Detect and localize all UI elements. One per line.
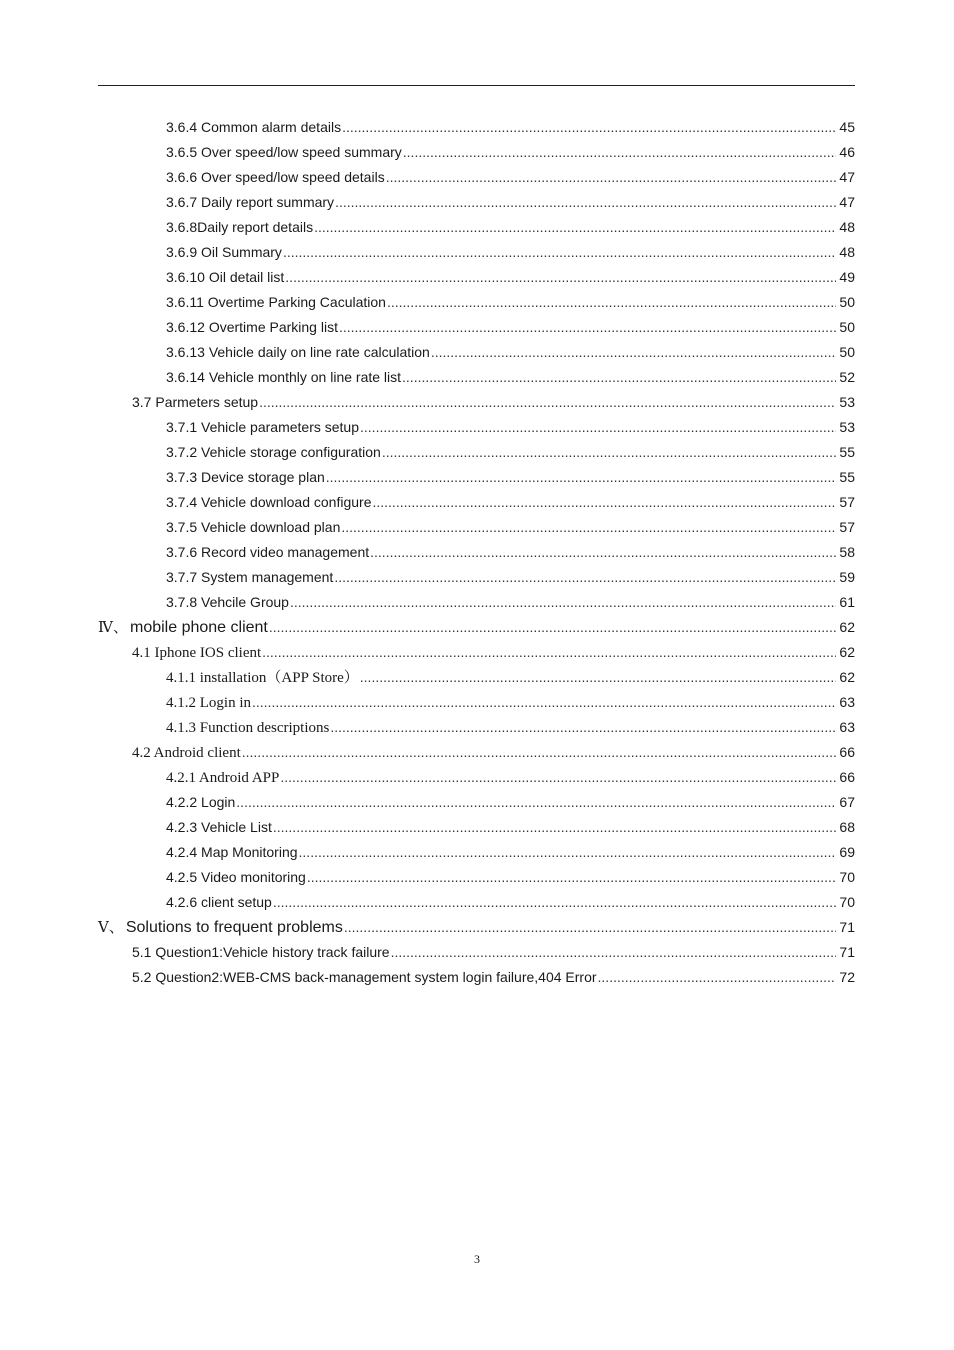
- toc-entry-page-number: 55: [839, 469, 855, 485]
- toc-dot-leader: [242, 740, 836, 765]
- toc-entry[interactable]: [0, 615, 954, 640]
- toc-entry-title: 4.1.2 Login in: [166, 695, 251, 711]
- toc-entry[interactable]: [0, 490, 954, 515]
- toc-entry-page-number: 48: [839, 219, 855, 235]
- toc-dot-leader: [360, 665, 836, 690]
- toc-entry-title: 4.2.3 Vehicle List: [166, 819, 272, 835]
- toc-entry[interactable]: [0, 865, 954, 890]
- toc-entry-page-number: 50: [839, 319, 855, 335]
- toc-entry-title: 3.6.10 Oil detail list: [166, 269, 285, 285]
- toc-dot-leader: [402, 365, 836, 390]
- toc-entry-title: 4.1.3 Function descriptions: [166, 720, 330, 736]
- toc-dot-leader: [391, 940, 836, 965]
- toc-entry[interactable]: [0, 765, 954, 790]
- toc-entry[interactable]: [0, 240, 954, 265]
- toc-entry-page-number: 62: [839, 619, 855, 635]
- toc-dot-leader: [360, 415, 836, 440]
- toc-entry-page-number: 46: [839, 144, 855, 160]
- toc-dot-leader: [370, 540, 836, 565]
- toc-entry[interactable]: [0, 940, 954, 965]
- toc-entry-title: 5.2 Question2:WEB-CMS back-management system login failure,404 Error: [132, 969, 597, 985]
- toc-entry-page-number: 52: [839, 369, 855, 385]
- toc-dot-leader: [431, 340, 836, 365]
- toc-dot-leader: [236, 790, 836, 815]
- toc-entry[interactable]: [0, 665, 954, 690]
- toc-dot-leader: [269, 615, 836, 640]
- toc-entry-page-number: 71: [839, 919, 855, 935]
- toc-entry[interactable]: [0, 590, 954, 615]
- toc-entry-title: 3.6.4 Common alarm details: [166, 119, 342, 135]
- toc-entry-page-number: 62: [839, 669, 855, 685]
- toc-entry-title: 4.1 Iphone IOS client: [132, 645, 262, 661]
- toc-entry-page-number: 59: [839, 569, 855, 585]
- toc-entry[interactable]: [0, 315, 954, 340]
- toc-entry-page-number: 50: [839, 294, 855, 310]
- toc-entry-page-number: 61: [839, 594, 855, 610]
- toc-dot-leader: [314, 215, 836, 240]
- toc-dot-leader: [386, 165, 836, 190]
- toc-entry-page-number: 45: [839, 119, 855, 135]
- toc-entry[interactable]: [0, 690, 954, 715]
- toc-entry-page-number: 55: [839, 444, 855, 460]
- toc-entry-prefix: Ⅴ、: [98, 920, 124, 936]
- toc-entry-page-number: 63: [839, 719, 855, 735]
- toc-entry-title: 3.6.8Daily report details: [166, 219, 314, 235]
- toc-entry[interactable]: [0, 915, 954, 940]
- toc-entry[interactable]: [0, 515, 954, 540]
- toc-entry-page-number: 72: [839, 969, 855, 985]
- toc-dot-leader: [342, 115, 836, 140]
- page-number: 3: [474, 1252, 480, 1266]
- toc-entry[interactable]: [0, 965, 954, 990]
- toc-dot-leader: [299, 840, 836, 865]
- toc-dot-leader: [280, 765, 836, 790]
- toc-entry-page-number: 68: [839, 819, 855, 835]
- toc-entry-page-number: 47: [839, 194, 855, 210]
- toc-dot-leader: [339, 315, 836, 340]
- toc-entry-page-number: 47: [839, 169, 855, 185]
- toc-dot-leader: [330, 715, 836, 740]
- toc-entry-prefix: Ⅳ、: [98, 620, 128, 636]
- header-rule: [98, 85, 855, 86]
- toc-entry-title: 3.7.1 Vehicle parameters setup: [166, 419, 360, 435]
- toc-entry-page-number: 66: [839, 744, 855, 760]
- toc-entry[interactable]: [0, 840, 954, 865]
- toc-dot-leader: [372, 490, 836, 515]
- toc-entry-title: 5.1 Question1:Vehicle history track failure: [132, 944, 390, 960]
- toc-entry[interactable]: [0, 190, 954, 215]
- toc-entry-page-number: 53: [839, 419, 855, 435]
- toc-entry-title: 3.6.7 Daily report summary: [166, 194, 335, 210]
- toc-entry[interactable]: [0, 465, 954, 490]
- toc-entry-title: 3.6.12 Overtime Parking list: [166, 319, 338, 335]
- toc-entry-title: 3.7.6 Record video management: [166, 544, 370, 560]
- toc-entry[interactable]: [0, 265, 954, 290]
- table-of-contents: [0, 115, 954, 990]
- toc-entry[interactable]: [0, 440, 954, 465]
- toc-dot-leader: [341, 515, 836, 540]
- toc-dot-leader: [403, 140, 836, 165]
- toc-entry-title: 3.7 Parmeters setup: [132, 394, 259, 410]
- toc-entry[interactable]: [0, 415, 954, 440]
- toc-entry-page-number: 71: [839, 944, 855, 960]
- toc-entry-page-number: 69: [839, 844, 855, 860]
- toc-entry[interactable]: [0, 365, 954, 390]
- toc-entry-page-number: 48: [839, 244, 855, 260]
- toc-entry-title: 4.2 Android client: [132, 745, 241, 761]
- toc-entry[interactable]: [0, 540, 954, 565]
- toc-dot-leader: [273, 890, 836, 915]
- toc-entry[interactable]: [0, 115, 954, 140]
- toc-entry-title: 4.2.1 Android APP: [166, 770, 280, 786]
- toc-entry[interactable]: [0, 140, 954, 165]
- toc-entry-page-number: 57: [839, 519, 855, 535]
- toc-entry-title: 3.7.3 Device storage plan: [166, 469, 325, 485]
- toc-dot-leader: [335, 190, 836, 215]
- toc-entry-title: 4.2.2 Login: [166, 794, 236, 810]
- toc-entry[interactable]: [0, 815, 954, 840]
- toc-dot-leader: [326, 465, 836, 490]
- toc-dot-leader: [285, 265, 836, 290]
- toc-entry-page-number: 63: [839, 694, 855, 710]
- toc-entry-title: 3.7.2 Vehicle storage configuration: [166, 444, 381, 460]
- toc-dot-leader: [290, 590, 836, 615]
- toc-dot-leader: [382, 440, 836, 465]
- toc-entry[interactable]: [0, 715, 954, 740]
- toc-entry-title: mobile phone client: [130, 619, 268, 636]
- toc-entry-page-number: 58: [839, 544, 855, 560]
- toc-entry[interactable]: [0, 640, 954, 665]
- toc-entry-page-number: 67: [839, 794, 855, 810]
- toc-entry-page-number: 53: [839, 394, 855, 410]
- toc-entry[interactable]: [0, 790, 954, 815]
- toc-entry-title: 3.6.9 Oil Summary: [166, 244, 282, 260]
- toc-entry[interactable]: [0, 165, 954, 190]
- toc-dot-leader: [387, 290, 836, 315]
- toc-entry-page-number: 62: [839, 644, 855, 660]
- toc-entry-title: 3.7.8 Vehcile Group: [166, 594, 289, 610]
- toc-dot-leader: [252, 690, 836, 715]
- toc-entry-page-number: 70: [839, 894, 855, 910]
- toc-entry[interactable]: [0, 290, 954, 315]
- toc-entry-title: 3.6.14 Vehicle monthly on line rate list: [166, 369, 402, 385]
- toc-entry-title: 4.2.5 Video monitoring: [166, 869, 306, 885]
- toc-dot-leader: [307, 865, 836, 890]
- toc-entry-title: Solutions to frequent problems: [125, 919, 343, 936]
- toc-entry-title: 3.7.7 System management: [166, 569, 334, 585]
- toc-entry-title: 3.6.13 Vehicle daily on line rate calculation: [166, 344, 430, 360]
- toc-entry-title: 3.7.5 Vehicle download plan: [166, 519, 341, 535]
- toc-entry-page-number: 50: [839, 344, 855, 360]
- toc-dot-leader: [273, 815, 836, 840]
- toc-entry[interactable]: [0, 890, 954, 915]
- toc-entry-title: 3.6.11 Overtime Parking Caculation: [166, 294, 386, 310]
- toc-entry-title: 4.2.4 Map Monitoring: [166, 844, 298, 860]
- toc-entry-page-number: 57: [839, 494, 855, 510]
- toc-dot-leader: [262, 640, 836, 665]
- toc-dot-leader: [598, 965, 836, 990]
- toc-dot-leader: [283, 240, 836, 265]
- toc-entry[interactable]: [0, 215, 954, 240]
- toc-entry[interactable]: [0, 340, 954, 365]
- toc-dot-leader: [259, 390, 836, 415]
- toc-entry-title: 4.2.6 client setup: [166, 894, 272, 910]
- toc-dot-leader: [334, 565, 836, 590]
- toc-entry-title: 3.6.5 Over speed/low speed summary: [166, 144, 402, 160]
- toc-entry[interactable]: [0, 565, 954, 590]
- toc-entry[interactable]: [0, 390, 954, 415]
- toc-entry-title: 3.7.4 Vehicle download configure: [166, 494, 372, 510]
- toc-entry-title: 4.1.1 installation（APP Store）: [166, 670, 359, 686]
- toc-entry-title: 3.6.6 Over speed/low speed details: [166, 169, 385, 185]
- toc-dot-leader: [344, 915, 836, 940]
- toc-entry-page-number: 70: [839, 869, 855, 885]
- toc-entry[interactable]: [0, 740, 954, 765]
- toc-entry-page-number: 66: [839, 769, 855, 785]
- toc-entry-page-number: 49: [839, 269, 855, 285]
